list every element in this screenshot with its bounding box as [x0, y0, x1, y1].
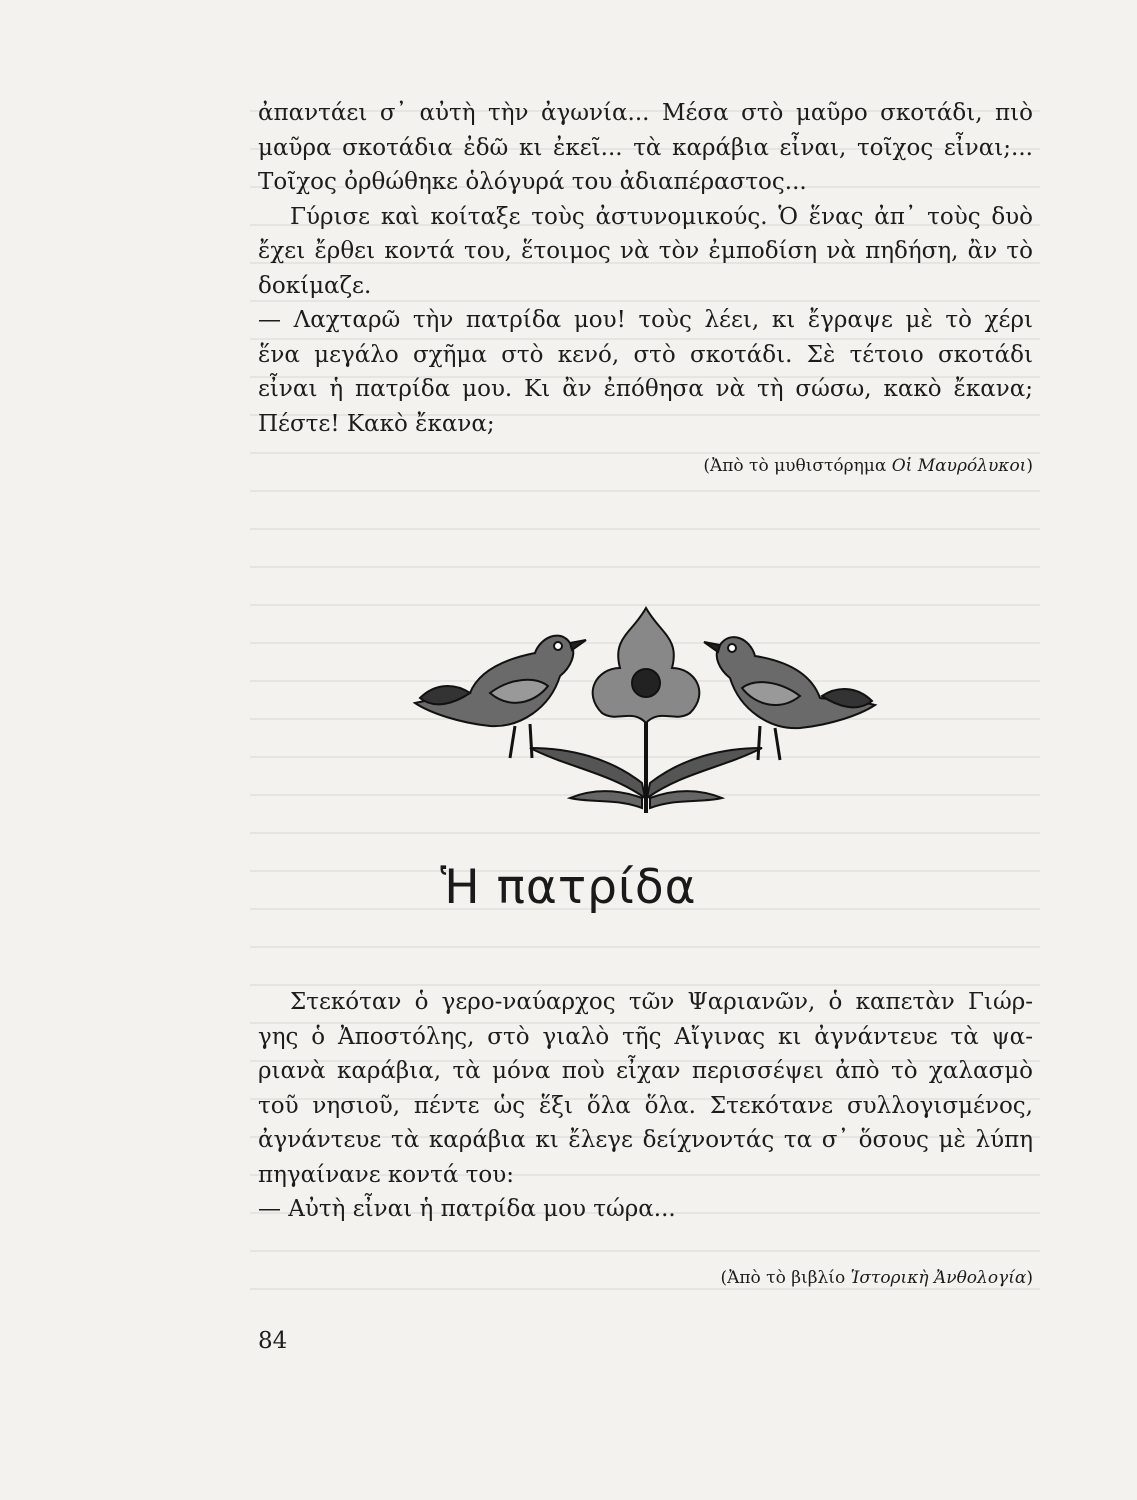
leaf-right — [647, 748, 762, 798]
left-bird-eye — [554, 642, 562, 650]
excerpt-2-paragraph — [258, 985, 1033, 1227]
source-book-title: Ἱστορικὴ Ἀνθολογία — [850, 1268, 1027, 1288]
source-suffix: ) — [1026, 1268, 1033, 1288]
flower — [593, 608, 700, 723]
page-number: 84 — [258, 1328, 288, 1354]
excerpt-1-paragraph-3 — [258, 303, 1033, 441]
excerpt-1-paragraph-2 — [258, 200, 1033, 304]
leaf-low-left — [570, 791, 642, 808]
text-line: ἀγνάντευε τὰ καράβια κι ἔλεγε δείχνοντάς τα σ᾿ ὅσους μὲ λύπη — [258, 1127, 1033, 1153]
text-line: μαῦρα σκοτάδια ἐδῶ κι ἐκεῖ... τὰ καράβια εἶναι, τοῖχος εἶναι;... — [258, 134, 1033, 161]
birds-flower-ornament — [410, 598, 880, 818]
right-bird-body — [717, 637, 875, 728]
text-line: ἕνα μεγάλο σχῆμα στὸ κενό, στὸ σκοτάδι. Σὲ τέτοιο σκοτάδι — [258, 341, 1033, 368]
page-title: Ἡ πατρίδα — [440, 860, 697, 915]
source-book-title: Οἱ Μαυρόλυκοι — [891, 456, 1027, 476]
text-line: τοῦ νησιοῦ, πέντε ὡς ἕξι ὅλα ὅλα. Στεκότανε συλλογισμένος, — [258, 1092, 1033, 1119]
source-prefix: (Ἀπὸ τὸ βιβλίο — [720, 1268, 851, 1288]
text-line: γης ὁ Ἀποστόλης, στὸ γιαλὸ τῆς Αἴγινας κι ἀγνάντευε τὰ ψα- — [258, 1023, 1033, 1050]
excerpt-2-source — [720, 1268, 1033, 1288]
left-bird-legs — [510, 724, 532, 758]
right-bird-eye — [728, 644, 736, 652]
text-line: δοκίμαζε. — [258, 272, 372, 299]
right-bird-legs — [758, 726, 780, 760]
flower-center — [632, 669, 660, 697]
right-bird-beak — [704, 642, 720, 652]
excerpt-1-source — [703, 456, 1033, 476]
text-line: Τοῖχος ὀρθώθηκε ὁλόγυρά του ἀδιαπέραστος... — [258, 169, 807, 195]
excerpt-2 — [258, 985, 1033, 1227]
excerpt-1-paragraph-1 — [258, 96, 1033, 200]
text-line: πηγαίνανε κοντά του: — [258, 1161, 514, 1188]
text-line: Στεκόταν ὁ γερο-ναύαρχος τῶν Ψαριανῶν, ὁ καπετὰν Γιώρ- — [290, 989, 1033, 1015]
leaf-low-right — [650, 791, 722, 808]
left-bird-beak — [570, 640, 586, 650]
left-bird-body — [415, 636, 573, 727]
text-line: Γύρισε καὶ κοίταξε τοὺς ἀστυνομικούς. Ὁ ἕνας ἀπ᾿ τοὺς δυὸ — [290, 203, 1033, 230]
excerpt-1 — [258, 96, 1033, 441]
text-line: εἶναι ἡ πατρίδα μου. Κι ἂν ἐπόθησα νὰ τὴ σώσω, κακὸ ἔκανα; — [258, 376, 1033, 402]
text-line: — Λαχταρῶ τὴν πατρίδα μου! τοὺς λέει, κι ἔγραψε μὲ τὸ χέρι — [258, 307, 1033, 333]
text-line: ἀπαντάει σ᾿ αὐτὴ τὴν ἀγωνία... Μέσα στὸ μαῦρο σκοτάδι, πιὸ — [258, 100, 1033, 126]
text-line: Πέστε! Κακὸ ἔκανα; — [258, 410, 495, 437]
text-line: ἔχει ἔρθει κοντά του, ἕτοιμος νὰ τὸν ἐμποδίση νὰ πηδήση, ἂν τὸ — [258, 238, 1033, 264]
leaf-left — [530, 748, 645, 798]
source-prefix: (Ἀπὸ τὸ μυθιστόρημα — [703, 456, 892, 476]
source-suffix: ) — [1026, 456, 1033, 476]
text-line: — Αὐτὴ εἶναι ἡ πατρίδα μου τώρα... — [258, 1196, 676, 1222]
text-line: ριανὰ καράβια, τὰ μόνα ποὺ εἶχαν περισσέψει ἀπὸ τὸ χαλασμὸ — [258, 1058, 1033, 1084]
